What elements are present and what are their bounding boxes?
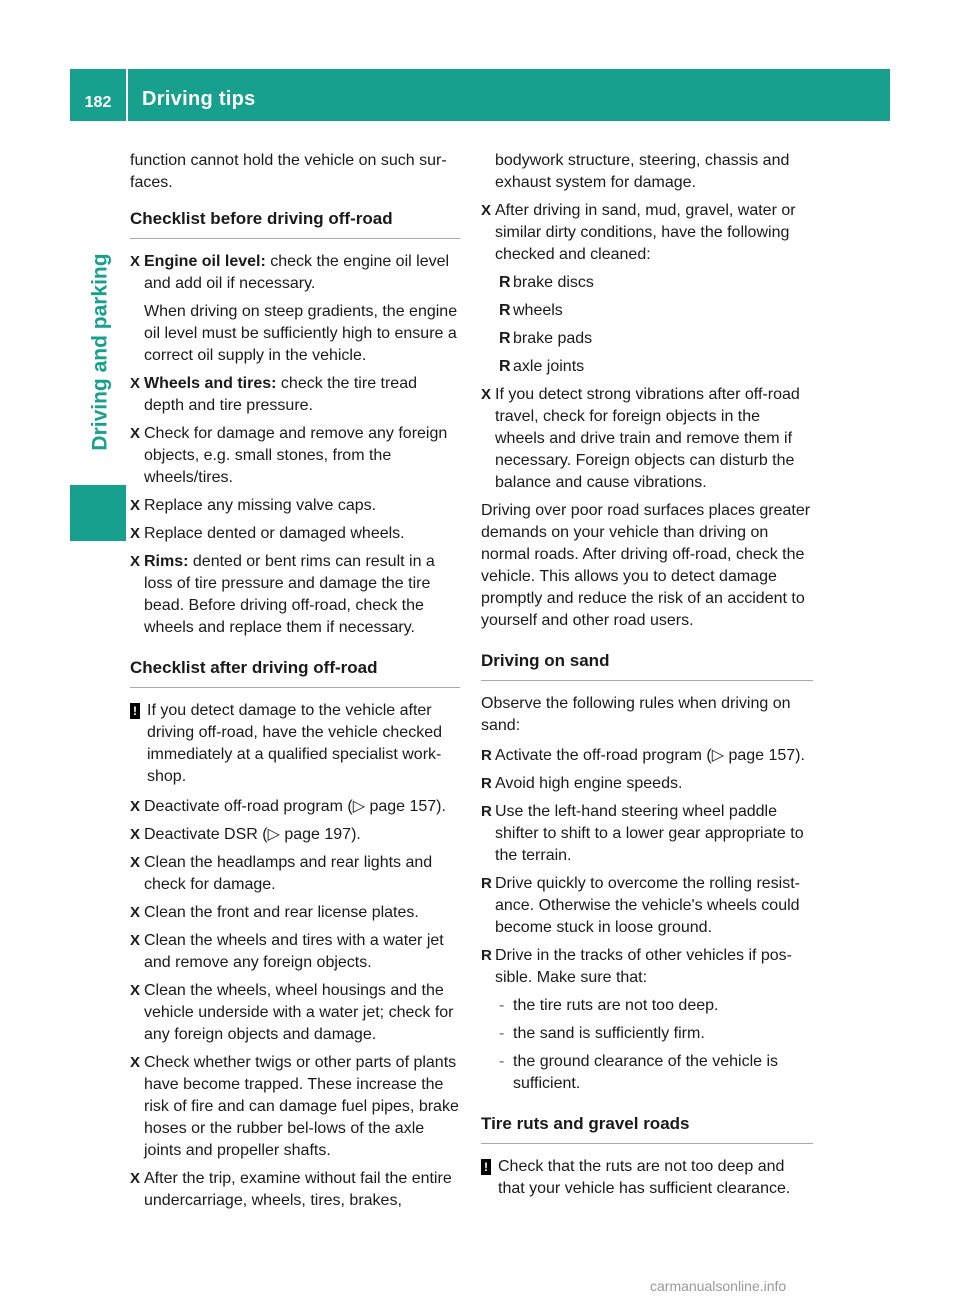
step-arrow-icon: X (130, 904, 141, 921)
step-arrow-icon: X (130, 932, 141, 949)
list-item: X Deactivate off-road program (▷ page 157). (130, 796, 460, 818)
warning-note: ! Check that the ruts are not too deep and that your vehicle has sufficient clearance. (481, 1156, 813, 1200)
dash-icon: - (499, 1025, 505, 1042)
step-arrow-icon: X (130, 854, 141, 871)
list-item-continued: bodywork structure, steering, chassis and exhaust system for damage. (495, 152, 790, 191)
left-column (130, 150, 460, 1218)
list-item: X Engine oil level: check the engine oil level and add oil if necessary. (130, 253, 450, 292)
list-item: X Clean the wheels and tires with a water jet and remove any foreign objects. (130, 932, 444, 971)
bullet-icon: R (481, 775, 492, 792)
sub-item: R brake discs (481, 272, 813, 294)
paragraph: Driving over poor road surfaces places greater demands on your vehicle than driving on normal roads. After driving off-road, check the vehicle. This allows you to detect damage promptly and reduce the risk of an accident to yourself and other road users. (481, 502, 811, 629)
page-number: 182 (84, 94, 112, 111)
list-item: X Wheels and tires: check the tire tread depth and tire pressure. (130, 375, 417, 414)
heading-before: Checklist before driving off-road (130, 208, 460, 239)
sub-item: - the sand is sufficiently firm. (481, 1023, 813, 1045)
page-title: Driving tips (142, 88, 256, 110)
list-item: X Clean the headlamps and rear lights and check for damage. (130, 854, 433, 893)
bullet-icon: R (481, 803, 492, 820)
list-item: R Drive quickly to overcome the rolling resist-ance. Otherwise the vehicle's wheels could become stuck in loose ground. (481, 875, 800, 936)
sub-item: - the tire ruts are not too deep. (481, 995, 813, 1017)
list-item: X Replace dented or damaged wheels. (130, 523, 460, 545)
header-divider (126, 69, 128, 121)
list-item: X Clean the wheels, wheel housings and the vehicle underside with a water jet; check for any foreign objects and damage. (130, 982, 454, 1043)
section-tab-marker (70, 485, 126, 541)
step-arrow-icon: X (130, 425, 141, 442)
dash-icon: - (499, 997, 505, 1014)
step-arrow-icon: X (130, 1170, 141, 1187)
heading-sand: Driving on sand (481, 650, 813, 681)
list-item: X Clean the front and rear license plates. (130, 902, 460, 924)
bullet-icon: R (481, 875, 492, 892)
step-arrow-icon: X (130, 253, 141, 270)
sand-intro: Observe the following rules when driving on sand: (481, 695, 791, 734)
section-tab-label: Driving and parking (89, 253, 113, 451)
sub-item: - the ground clearance of the vehicle is sufficient. (499, 1053, 779, 1092)
sub-item: R wheels (481, 300, 813, 322)
step-arrow-icon: X (130, 1054, 141, 1071)
list-item: X Replace any missing valve caps. (130, 495, 460, 517)
bullet-icon: R (499, 274, 511, 291)
dash-icon: - (499, 1053, 505, 1070)
list-item: X After driving in sand, mud, gravel, water or similar dirty conditions, have the following checked and cleaned: (481, 202, 796, 263)
warning-icon: ! (130, 703, 140, 719)
list-item: X After the trip, examine without fail the entire undercarriage, wheels, tires, brakes, (130, 1170, 452, 1209)
list-item: X Check whether twigs or other parts of plants have become trapped. These increase the risk of fire and can damage fuel pipes, brake hoses or the rubber bel-lows of the axle joints and propeller shafts. (130, 1054, 459, 1159)
list-item: X Rims: dented or bent rims can result in a loss of tire pressure and damage the tire bead. Before driving off-road, check the wheels and replace them if necessary. (130, 553, 435, 636)
step-arrow-icon: X (130, 375, 141, 392)
step-arrow-icon: X (130, 798, 141, 815)
step-arrow-icon: X (130, 826, 141, 843)
list-item: X Deactivate DSR (▷ page 197). (130, 824, 460, 846)
bullet-icon: R (499, 302, 511, 319)
heading-after: Checklist after driving off-road (130, 657, 460, 688)
list-item: R Avoid high engine speeds. (481, 773, 813, 795)
list-item: R Use the left-hand steering wheel paddle shifter to shift to a lower gear appropriate to the terrain. (481, 803, 804, 864)
list-item: X Check for damage and remove any foreign objects, e.g. small stones, from the wheels/tires. (130, 425, 448, 486)
step-arrow-icon: X (130, 982, 141, 999)
warning-icon: ! (481, 1159, 491, 1175)
sub-item: R axle joints (481, 356, 813, 378)
step-arrow-icon: X (130, 525, 141, 542)
heading-ruts: Tire ruts and gravel roads (481, 1113, 813, 1144)
list-item-extra: When driving on steep gradients, the engine oil level must be sufficiently high to ensure a correct oil supply in the vehicle. (144, 303, 458, 364)
watermark: carmanualsonline.info (650, 1278, 787, 1294)
list-item: R Activate the off-road program (▷ page 157). (481, 745, 813, 767)
right-column (481, 150, 813, 1208)
warning-note: ! If you detect damage to the vehicle after driving off-road, have the vehicle checked immediately at a qualified specialist work-shop. (130, 700, 460, 788)
step-arrow-icon: X (130, 553, 141, 570)
bullet-icon: R (481, 747, 492, 764)
step-arrow-icon: X (130, 497, 141, 514)
step-arrow-icon: X (481, 386, 492, 403)
intro-text: function cannot hold the vehicle on such sur-faces. (130, 152, 447, 191)
bullet-icon: R (499, 330, 511, 347)
list-item: R Drive in the tracks of other vehicles if pos-sible. Make sure that: (481, 947, 793, 986)
bullet-icon: R (481, 947, 492, 964)
step-arrow-icon: X (481, 202, 492, 219)
list-item: X If you detect strong vibrations after off-road travel, check for foreign objects in the wheels and drive train and remove them if necessary. Foreign objects can disturb the balance and cause vibrations. (481, 386, 800, 491)
sub-item: R brake pads (481, 328, 813, 350)
bullet-icon: R (499, 358, 511, 375)
